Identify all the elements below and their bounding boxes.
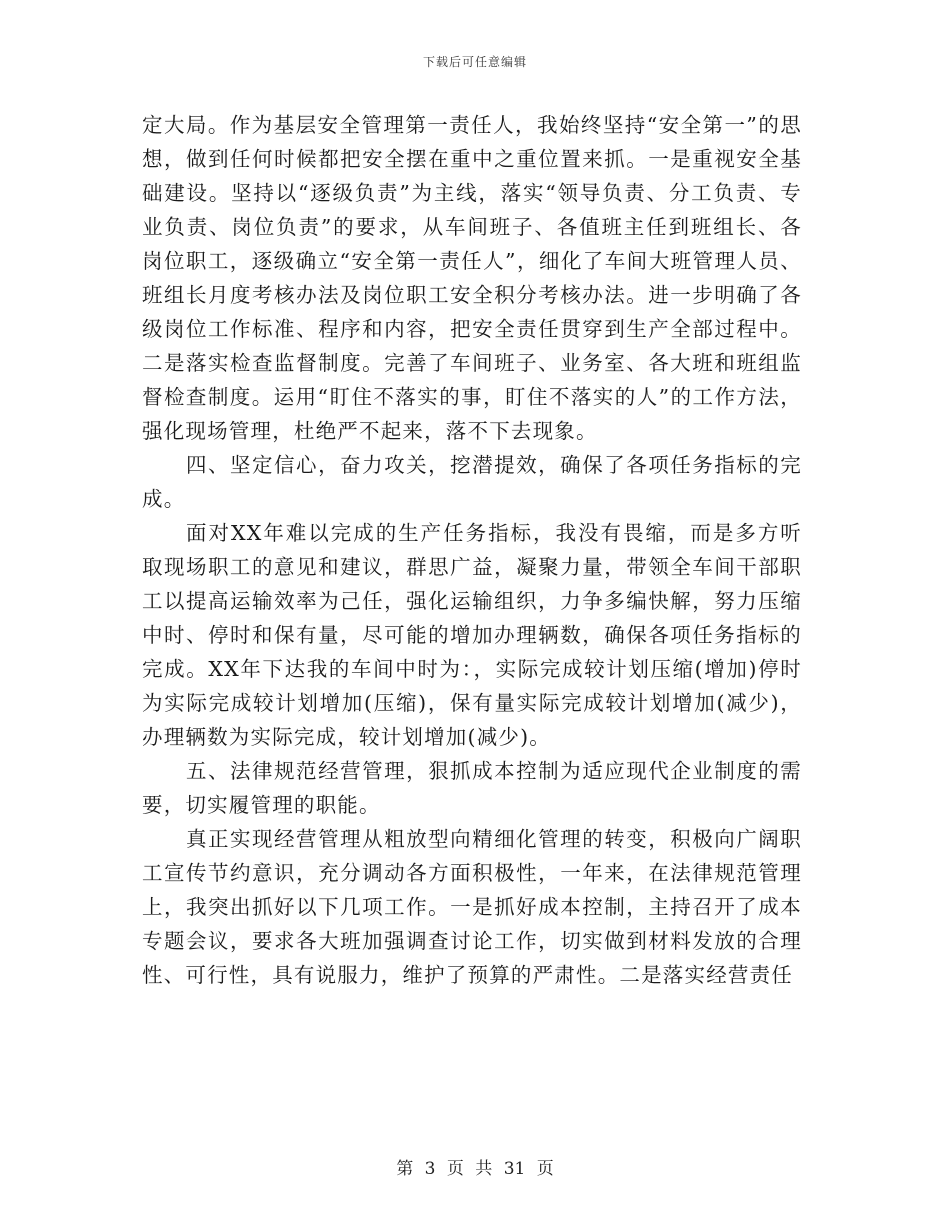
paragraph-5: 真正实现经营管理从粗放型向精细化管理的转变，积极向广阔职工宣传节约意识，充分调动各方面积极性，一年来，在法律规范管理上，我突出抓好以下几项工作。一是抓好成本控制，主持召开了成本专题会议，要求各大班加强调查讨论工作，切实做到材料发放的合理性、可行性，具有说服力，维护了预算的严肃性。二是落实经营责任 [142, 827, 802, 987]
paragraph-2: 四、坚定信心，奋力攻关，挖潜提效，确保了各项任务指标的完成。 [142, 453, 802, 511]
paragraph-3: 面对XX年难以完成的生产任务指标，我没有畏缩，而是多方听取现场职工的意见和建议，群思广益，凝聚力量，带领全车间干部职工以提高运输效率为己任，强化运输组织，力争多编快解，努力压缩中时、停时和保有量，尽可能的增加办理辆数，确保各项任务指标的完成。XX年下达我的车间中时为：，实际完成较计划压缩(增加)停时为实际完成较计划增加(压缩)，保有量实际完成较计划增加(减少)，办理辆数为实际完成，较计划增加(减少)。 [142, 521, 802, 749]
paragraph-4: 五、法律规范经营管理，狠抓成本控制为适应现代企业制度的需要，切实履管理的职能。 [142, 759, 802, 817]
page-header: 下载后可任意编辑 [422, 55, 527, 69]
page-number-footer: 第 3 页 共 31 页 [396, 1159, 554, 1179]
document-body [142, 108, 802, 992]
paragraph-1: 定大局。作为基层安全管理第一责任人，我始终坚持“安全第一”的思想，做到任何时候都把安全摆在重中之重位置来抓。一是重视安全基础建设。坚持以“逐级负责”为主线，落实“领导负责、分工负责、专业负责、岗位负责”的要求，从车间班子、各值班主任到班组长、各岗位职工，逐级确立“安全第一责任人”，细化了车间大班管理人员、班组长月度考核办法及岗位职工安全积分考核办法。进一步明确了各级岗位工作标准、程序和内容，把安全责任贯穿到生产全部过程中。二是落实检查监督制度。完善了车间班子、业务室、各大班和班组监督检查制度。运用“盯住不落实的事，盯住不落实的人”的工作方法，强化现场管理，杜绝严不起来，落不下去现象。 [142, 113, 802, 443]
